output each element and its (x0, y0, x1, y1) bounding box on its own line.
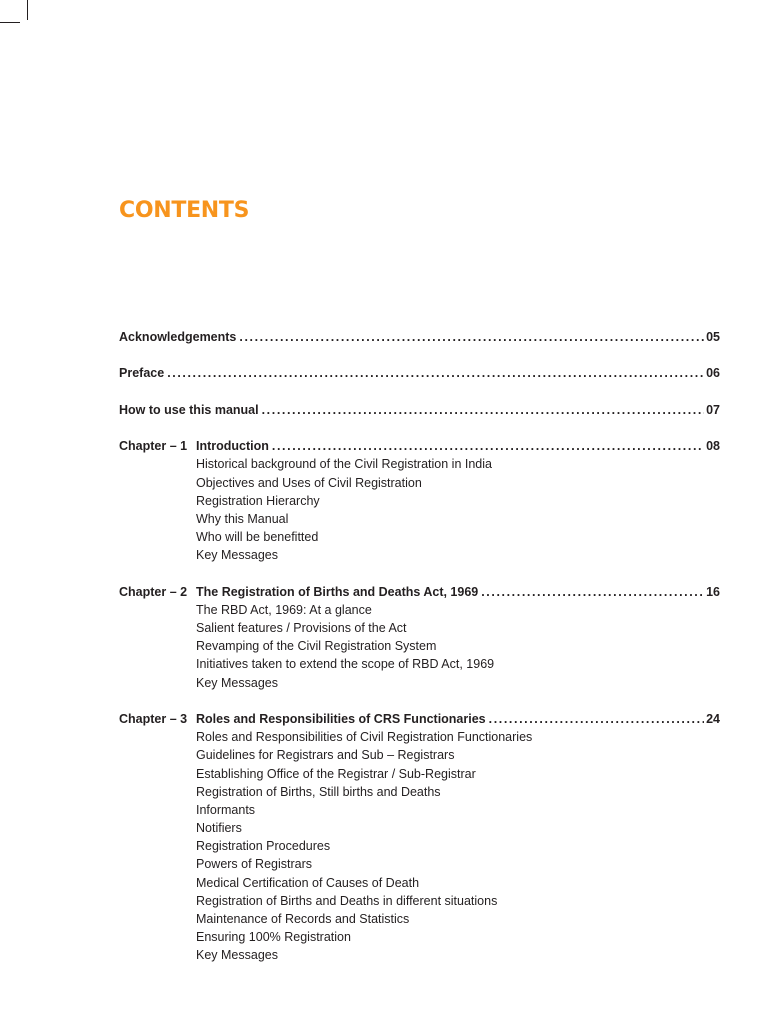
crop-mark-vertical (27, 0, 28, 20)
toc-entry[interactable] (119, 328, 720, 346)
toc-section-item: Registration Procedures (196, 839, 331, 854)
dot-leader (239, 328, 704, 346)
toc-entry-label: The Registration of Births and Deaths Act, 1969 (196, 584, 479, 599)
toc-section-item: Why this Manual (196, 511, 289, 526)
toc-entry-label: Acknowledgements (119, 330, 237, 344)
toc-section-item: Who will be benefitted (196, 530, 319, 545)
toc-section-item: Registration of Births and Deaths in different situations (196, 893, 498, 908)
toc-leader-line (196, 437, 720, 455)
toc-section-item: Ensuring 100% Registration (196, 930, 351, 945)
toc-leader-line (196, 710, 720, 728)
toc-entry-label: Roles and Responsibilities of CRS Functionaries (196, 711, 486, 726)
toc-section-item: Key Messages (196, 948, 278, 963)
toc-chapter-entry[interactable] (119, 437, 720, 455)
dot-leader (481, 583, 704, 601)
toc-section-item: Salient features / Provisions of the Act (196, 621, 407, 635)
toc-leader-line (196, 583, 720, 601)
toc-section-item: Objectives and Uses of Civil Registration (196, 475, 422, 490)
dot-leader (167, 364, 704, 382)
chapter-number: Chapter – 3 (119, 711, 188, 726)
toc-leader-line (119, 401, 720, 419)
toc-section-item: Maintenance of Records and Statistics (196, 912, 410, 926)
chapter-number: Chapter – 2 (119, 584, 188, 599)
toc-page-number: 24 (706, 711, 720, 726)
dot-leader (262, 401, 704, 419)
toc-section-item: Powers of Registrars (196, 857, 313, 872)
toc-page-number: 08 (706, 439, 720, 454)
toc-entry-label: How to use this manual (119, 402, 259, 417)
toc-section-item: Key Messages (196, 675, 278, 690)
toc-section-item: Historical background of the Civil Registration in India (196, 457, 492, 472)
toc-page-number: 06 (706, 366, 720, 381)
toc-section-item: Roles and Responsibilities of Civil Registration Functionaries (196, 730, 533, 745)
toc-chapter-entry[interactable] (119, 583, 720, 601)
toc-section-item: The RBD Act, 1969: At a glance (196, 602, 372, 617)
toc-section-item: Informants (196, 802, 256, 817)
toc-section-item: Establishing Office of the Registrar / Sub-Registrar (196, 766, 476, 781)
chapter-number: Chapter – 1 (119, 439, 188, 454)
dot-leader (272, 437, 704, 455)
toc-section-item: Medical Certification of Causes of Death (196, 875, 420, 890)
toc-leader-line (119, 364, 720, 382)
toc-section-item: Key Messages (196, 548, 278, 563)
dot-leader (489, 710, 704, 728)
toc-section-item: Registration Hierarchy (196, 493, 320, 508)
toc-page-number: 05 (706, 330, 720, 344)
toc-leader-line (119, 328, 720, 346)
crop-mark-horizontal (0, 22, 20, 23)
page-title: CONTENTS (119, 198, 250, 223)
toc-entry-label: Introduction (196, 439, 269, 454)
toc-entry[interactable] (119, 401, 720, 419)
toc-section-item: Registration of Births, Still births and Deaths (196, 784, 441, 799)
toc-page-number: 16 (706, 584, 720, 599)
toc-section-item: Notifiers (196, 821, 242, 836)
toc-entry[interactable] (119, 364, 720, 382)
toc-entry-label: Preface (119, 366, 165, 381)
toc-section-item: Initiatives taken to extend the scope of RBD Act, 1969 (196, 657, 495, 672)
toc-page-number: 07 (706, 402, 720, 417)
toc-chapter-entry[interactable] (119, 710, 720, 728)
table-of-contents (119, 328, 720, 965)
toc-section-item: Revamping of the Civil Registration System (196, 639, 437, 654)
toc-section-item: Guidelines for Registrars and Sub – Registrars (196, 748, 455, 763)
